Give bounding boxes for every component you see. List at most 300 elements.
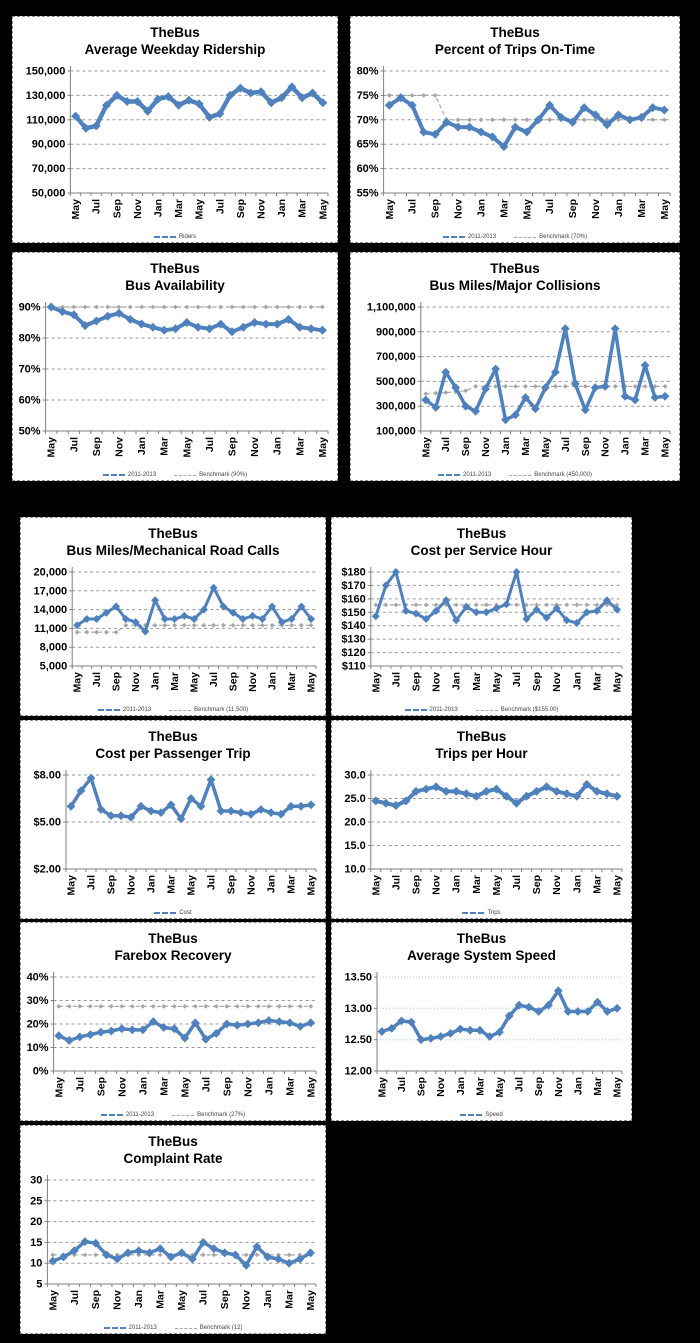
svg-text:$120: $120 [341,647,366,660]
legend-item [460,1112,502,1118]
svg-text:14,000: 14,000 [33,604,68,617]
svg-text:May: May [305,1077,318,1098]
svg-text:5,000: 5,000 [39,660,68,673]
svg-text:700,000: 700,000 [376,351,416,364]
svg-text:Nov: Nov [242,1077,255,1097]
svg-text:65%: 65% [356,138,379,151]
svg-text:12.50: 12.50 [344,1034,372,1047]
series-line-swatch-icon [462,912,484,914]
svg-text:Nov: Nov [249,437,262,457]
benchmark-line-swatch-icon [172,1115,194,1116]
svg-text:Jul: Jul [68,437,81,453]
svg-text:13.50: 13.50 [344,971,372,984]
svg-text:May: May [370,875,383,896]
svg-text:Nov: Nov [590,199,602,219]
legend-item [104,1325,157,1331]
svg-text:Mar: Mar [470,875,483,894]
svg-text:30%: 30% [26,995,49,1007]
svg-text:Jul: Jul [74,1077,87,1093]
svg-text:40%: 40% [26,971,49,984]
svg-text:May: May [521,199,534,220]
legend-item [174,472,247,478]
legend-item [405,707,458,713]
svg-text:Sep: Sep [567,199,580,219]
svg-text:Jul: Jul [396,1077,408,1093]
svg-text:Jan: Jan [454,1077,467,1096]
benchmark-line-swatch-icon [514,237,536,238]
chart-title [13,253,337,294]
svg-text:Sep: Sep [219,1290,232,1310]
svg-text:30: 30 [30,1174,43,1187]
chart-panel-bus-miles-mechanical-road-calls [20,517,326,716]
svg-text:Jan: Jan [137,1077,150,1096]
series-line-swatch-icon [438,474,460,476]
svg-text:900,000: 900,000 [376,326,416,339]
svg-text:90%: 90% [18,301,41,314]
legend-item [476,707,559,713]
svg-text:May: May [45,437,58,458]
line-chart [334,765,629,903]
svg-text:Mar: Mar [284,1077,297,1096]
svg-text:100,000: 100,000 [376,425,416,438]
svg-text:Jan: Jan [450,875,463,894]
svg-text:Sep: Sep [111,199,124,219]
svg-text:5: 5 [36,1278,43,1291]
legend-label: 2011-2013 [127,472,157,478]
legend-item [438,472,491,478]
chart-title-app: TheBus [148,1134,198,1149]
svg-text:$170: $170 [341,579,366,592]
svg-text:70%: 70% [18,363,41,376]
svg-text:Jul: Jul [390,875,403,891]
svg-text:55%: 55% [356,187,379,200]
svg-text:12.00: 12.00 [344,1065,372,1078]
svg-text:Mar: Mar [470,672,483,691]
chart-legend [13,472,337,478]
legend-label: 2011-2013 [122,707,152,713]
svg-text:75%: 75% [356,89,379,102]
chart-panel-trips-per-hour [331,720,632,919]
chart-panel-cost-per-passenger-trip [20,720,326,919]
svg-text:Jan: Jan [276,199,289,218]
chart-legend [332,1112,631,1118]
svg-text:Jan: Jan [571,672,584,691]
svg-text:May: May [316,437,329,458]
svg-text:Sep: Sep [579,437,592,457]
svg-text:Nov: Nov [435,1077,448,1097]
legend-label: Benchmark (90%) [199,472,248,478]
svg-text:150,000: 150,000 [25,65,66,78]
line-chart [334,967,629,1105]
svg-text:90,000: 90,000 [31,138,66,151]
svg-text:Nov: Nov [430,875,443,895]
legend-item [509,472,592,478]
svg-text:10.0: 10.0 [344,863,366,876]
svg-text:Nov: Nov [111,1290,124,1310]
svg-text:May: May [370,672,383,693]
svg-text:May: May [659,437,672,458]
svg-text:Sep: Sep [95,1077,108,1097]
legend-item [443,234,496,240]
chart-title-metric: Percent of Trips On-Time [434,42,596,57]
svg-text:May: May [71,672,84,693]
svg-text:80%: 80% [18,332,41,345]
svg-text:Sep: Sep [410,875,423,895]
chart-title [21,1126,325,1167]
legend-label: Speed [485,1112,503,1118]
svg-text:May: May [176,1290,189,1311]
line-chart [23,765,323,903]
svg-text:Mar: Mar [592,1077,604,1096]
chart-title-metric: Bus Availability [125,278,225,293]
svg-text:Jul: Jul [511,672,523,688]
chart-title [21,518,325,559]
svg-text:Nov: Nov [452,199,465,219]
svg-text:$150: $150 [341,606,366,619]
series-line-swatch-icon [154,912,176,914]
chart-title-app: TheBus [148,729,198,744]
line-chart [15,61,335,227]
svg-text:Mar: Mar [498,199,511,218]
svg-text:10%: 10% [26,1042,49,1054]
svg-text:May: May [539,437,552,458]
svg-text:May: May [53,1077,66,1098]
svg-text:Mar: Mar [173,199,186,218]
svg-text:Mar: Mar [154,1290,167,1309]
svg-text:Mar: Mar [591,875,604,894]
svg-text:Nov: Nov [599,437,612,457]
chart-panel-complaint-rate [20,1125,326,1334]
svg-text:$140: $140 [341,620,366,633]
chart-title [13,17,337,58]
legend-item [514,234,587,240]
svg-text:Jan: Jan [262,1290,275,1309]
svg-text:May: May [376,1077,389,1098]
svg-text:Jul: Jul [513,1077,526,1093]
svg-text:May: May [305,875,318,896]
benchmark-line-swatch-icon [169,710,191,711]
chart-title-app: TheBus [490,261,540,276]
svg-text:Nov: Nov [551,875,564,895]
chart-panel-farebox-recovery [20,922,326,1121]
svg-text:13.00: 13.00 [344,1002,372,1015]
svg-text:20%: 20% [26,1018,49,1031]
svg-text:Mar: Mar [294,437,307,456]
svg-text:25: 25 [30,1195,43,1208]
svg-text:Jul: Jul [214,199,227,215]
svg-text:Jan: Jan [619,437,632,456]
svg-text:May: May [420,437,433,458]
legend-label: Benchmark (12) [199,1325,243,1331]
svg-text:Jan: Jan [572,1077,585,1096]
chart-panel-average-system-speed [331,922,632,1121]
svg-text:60%: 60% [356,163,379,176]
chart-title-app: TheBus [490,25,540,40]
legend-item [172,1112,245,1118]
chart-title-app: TheBus [148,931,198,946]
chart-title [21,923,325,964]
benchmark-line-swatch-icon [476,710,498,711]
svg-text:Mar: Mar [474,1077,487,1096]
svg-text:Sep: Sep [90,1290,103,1310]
chart-legend [21,910,325,916]
chart-panel-bus-miles-major-collisions [350,252,680,481]
legend-item [175,1325,243,1331]
svg-text:May: May [611,875,624,896]
svg-text:Nov: Nov [552,1077,565,1097]
svg-text:17,000: 17,000 [33,585,68,598]
svg-text:Sep: Sep [415,1077,428,1097]
svg-text:Jan: Jan [145,875,158,894]
svg-text:Jan: Jan [149,672,162,691]
svg-text:70%: 70% [356,114,379,127]
legend-item [462,910,500,916]
line-chart [23,967,323,1105]
svg-text:Nov: Nov [131,199,144,219]
svg-text:$110: $110 [341,660,366,673]
svg-text:May: May [490,672,503,693]
svg-text:Sep: Sep [410,672,423,692]
chart-legend [351,234,679,240]
chart-title-metric: Farebox Recovery [114,948,232,963]
svg-text:Nov: Nov [130,672,143,692]
chart-title-app: TheBus [148,526,198,541]
svg-text:Jul: Jul [406,199,419,215]
legend-label: 2011-2013 [125,1112,155,1118]
chart-title [351,253,679,294]
svg-text:Nov: Nov [255,199,268,219]
svg-text:Sep: Sep [234,199,247,219]
svg-text:Nov: Nov [245,875,258,895]
series-line-swatch-icon [101,1114,123,1116]
chart-title-metric: Bus Miles/Major Collisions [429,278,601,293]
svg-text:Jan: Jan [612,199,625,218]
svg-text:Nov: Nov [430,672,443,692]
legend-label: Benchmark (70%) [539,234,588,240]
svg-text:$130: $130 [341,633,366,646]
svg-text:Jul: Jul [511,875,523,891]
svg-text:Jul: Jul [200,1077,213,1093]
chart-legend [13,234,337,240]
svg-text:8,000: 8,000 [39,641,68,654]
svg-text:$5.00: $5.00 [33,816,61,829]
svg-text:Nov: Nov [116,1077,129,1097]
series-line-swatch-icon [98,709,120,711]
line-chart [23,1170,323,1318]
chart-title [351,17,679,58]
svg-text:Jan: Jan [265,875,278,894]
chart-title [332,721,631,762]
svg-text:Jan: Jan [136,437,149,456]
svg-text:Sep: Sep [227,672,240,692]
svg-text:Sep: Sep [226,437,239,457]
svg-text:80%: 80% [356,65,379,78]
benchmark-line-swatch-icon [174,475,196,476]
legend-item [169,707,248,713]
svg-text:Jan: Jan [271,437,284,456]
svg-text:Mar: Mar [639,437,652,456]
svg-text:15: 15 [30,1236,43,1249]
svg-text:50,000: 50,000 [31,187,66,200]
legend-label: Trips [487,910,501,916]
svg-text:$160: $160 [341,593,366,606]
svg-text:Mar: Mar [286,672,299,691]
chart-legend [21,1325,325,1331]
svg-text:May: May [70,199,83,220]
svg-text:Mar: Mar [520,437,532,456]
svg-text:11,000: 11,000 [34,622,68,635]
chart-title-metric: Complaint Rate [123,1151,223,1166]
line-chart [353,297,677,465]
svg-text:Jan: Jan [500,437,512,456]
svg-text:Sep: Sep [531,672,544,692]
svg-text:Nov: Nov [551,672,564,692]
svg-text:May: May [47,1290,60,1311]
legend-label: Benchmark (27%) [197,1112,246,1118]
svg-text:May: May [490,875,503,896]
svg-text:Mar: Mar [591,672,604,691]
legend-label: 2011-2013 [429,707,458,713]
legend-label: Cost [179,910,192,916]
svg-text:Jul: Jul [203,437,216,453]
svg-text:Sep: Sep [90,437,103,457]
series-line-swatch-icon [104,1327,126,1329]
svg-text:Mar: Mar [283,1290,296,1309]
chart-title-metric: Trips per Hour [435,746,528,761]
svg-text:Mar: Mar [285,875,298,894]
chart-title-metric: Cost per Service Hour [410,543,553,558]
legend-label: Riders [178,234,197,240]
svg-text:Jan: Jan [133,1290,146,1309]
svg-text:May: May [193,199,206,220]
chart-title [21,721,325,762]
svg-text:Jan: Jan [450,672,463,691]
svg-text:50%: 50% [18,425,41,438]
chart-legend [21,1112,325,1118]
svg-text:May: May [611,672,624,693]
line-chart [15,297,335,465]
chart-title-app: TheBus [150,25,200,40]
svg-text:Jul: Jul [197,1290,210,1306]
series-line-swatch-icon [460,1114,482,1116]
svg-text:May: May [305,1290,318,1311]
svg-text:Sep: Sep [460,437,473,457]
svg-text:Jul: Jul [559,437,572,453]
chart-legend [332,707,631,713]
svg-text:15.0: 15.0 [344,840,366,852]
legend-item [101,1112,154,1118]
benchmark-line-swatch-icon [175,1328,197,1329]
svg-text:Mar: Mar [158,1077,171,1096]
line-chart [334,562,629,700]
svg-text:20.0: 20.0 [344,816,366,829]
svg-text:May: May [188,672,201,693]
svg-text:Jan: Jan [263,1077,276,1096]
series-line-swatch-icon [443,236,465,238]
chart-title-app: TheBus [456,729,507,744]
legend-item [154,910,191,916]
svg-text:May: May [383,199,396,220]
svg-text:Jan: Jan [266,672,279,691]
svg-text:Sep: Sep [533,1077,546,1097]
chart-title-metric: Average Weekday Ridership [84,42,266,57]
svg-text:10: 10 [30,1257,43,1270]
svg-text:110,000: 110,000 [26,114,66,127]
line-chart [353,61,677,227]
svg-text:Mar: Mar [158,437,171,456]
chart-title-metric: Cost per Passenger Trip [95,746,251,761]
svg-text:Jul: Jul [91,672,104,688]
chart-title-metric: Bus Miles/Mechanical Road Calls [66,543,280,558]
svg-text:Jul: Jul [440,437,453,453]
svg-text:500,000: 500,000 [376,375,416,388]
svg-text:$180: $180 [341,566,366,579]
svg-text:Jul: Jul [205,875,218,891]
svg-text:Sep: Sep [531,875,544,895]
svg-text:May: May [185,875,198,896]
legend-item [98,707,151,713]
chart-panel-percent-trips-on-time [350,16,680,243]
svg-text:Jul: Jul [85,875,98,891]
legend-label: Benchmark (450,000) [534,472,592,478]
svg-text:Jul: Jul [68,1290,81,1306]
chart-title [332,923,631,964]
svg-text:Jan: Jan [475,199,488,218]
svg-text:May: May [494,1077,506,1098]
legend-label: 2011-2013 [128,1325,157,1331]
legend-label: Benchmark ($155.00) [500,707,559,713]
svg-text:Nov: Nov [125,875,138,895]
svg-text:70,000: 70,000 [31,163,66,176]
svg-text:May: May [65,875,78,896]
series-line-swatch-icon [103,474,125,476]
chart-panel-average-weekday-ridership [12,16,338,243]
svg-text:Nov: Nov [247,672,260,692]
svg-text:60%: 60% [18,394,41,407]
svg-text:300,000: 300,000 [376,400,416,413]
svg-text:Jan: Jan [571,875,584,894]
svg-text:130,000: 130,000 [25,89,66,102]
svg-text:May: May [179,1077,192,1098]
svg-text:$2.00: $2.00 [33,863,61,876]
svg-text:Mar: Mar [296,199,309,218]
svg-text:Nov: Nov [240,1290,253,1310]
svg-text:May: May [305,672,318,693]
svg-text:Sep: Sep [429,199,442,219]
legend-label: 2011-2013 [463,472,492,478]
svg-text:$8.00: $8.00 [33,769,61,782]
series-line-swatch-icon [405,709,427,711]
line-chart [23,562,323,700]
chart-title-app: TheBus [456,931,507,946]
series-line-swatch-icon [154,236,176,238]
svg-text:20: 20 [30,1216,43,1229]
chart-legend [351,472,679,478]
svg-text:Jul: Jul [390,672,403,688]
svg-text:Jan: Jan [152,199,165,218]
chart-panel-bus-availability [12,252,338,481]
legend-label: 2011-2013 [467,234,497,240]
svg-text:Jul: Jul [544,199,557,215]
svg-text:20,000: 20,000 [33,566,68,579]
chart-panel-cost-per-service-hour [331,517,632,716]
svg-text:Nov: Nov [113,437,126,457]
svg-text:Sep: Sep [221,1077,234,1097]
svg-text:Sep: Sep [110,672,123,692]
svg-text:May: May [658,199,671,220]
svg-text:25.0: 25.0 [344,793,366,805]
legend-label: Benchmark (11,500) [194,707,249,713]
